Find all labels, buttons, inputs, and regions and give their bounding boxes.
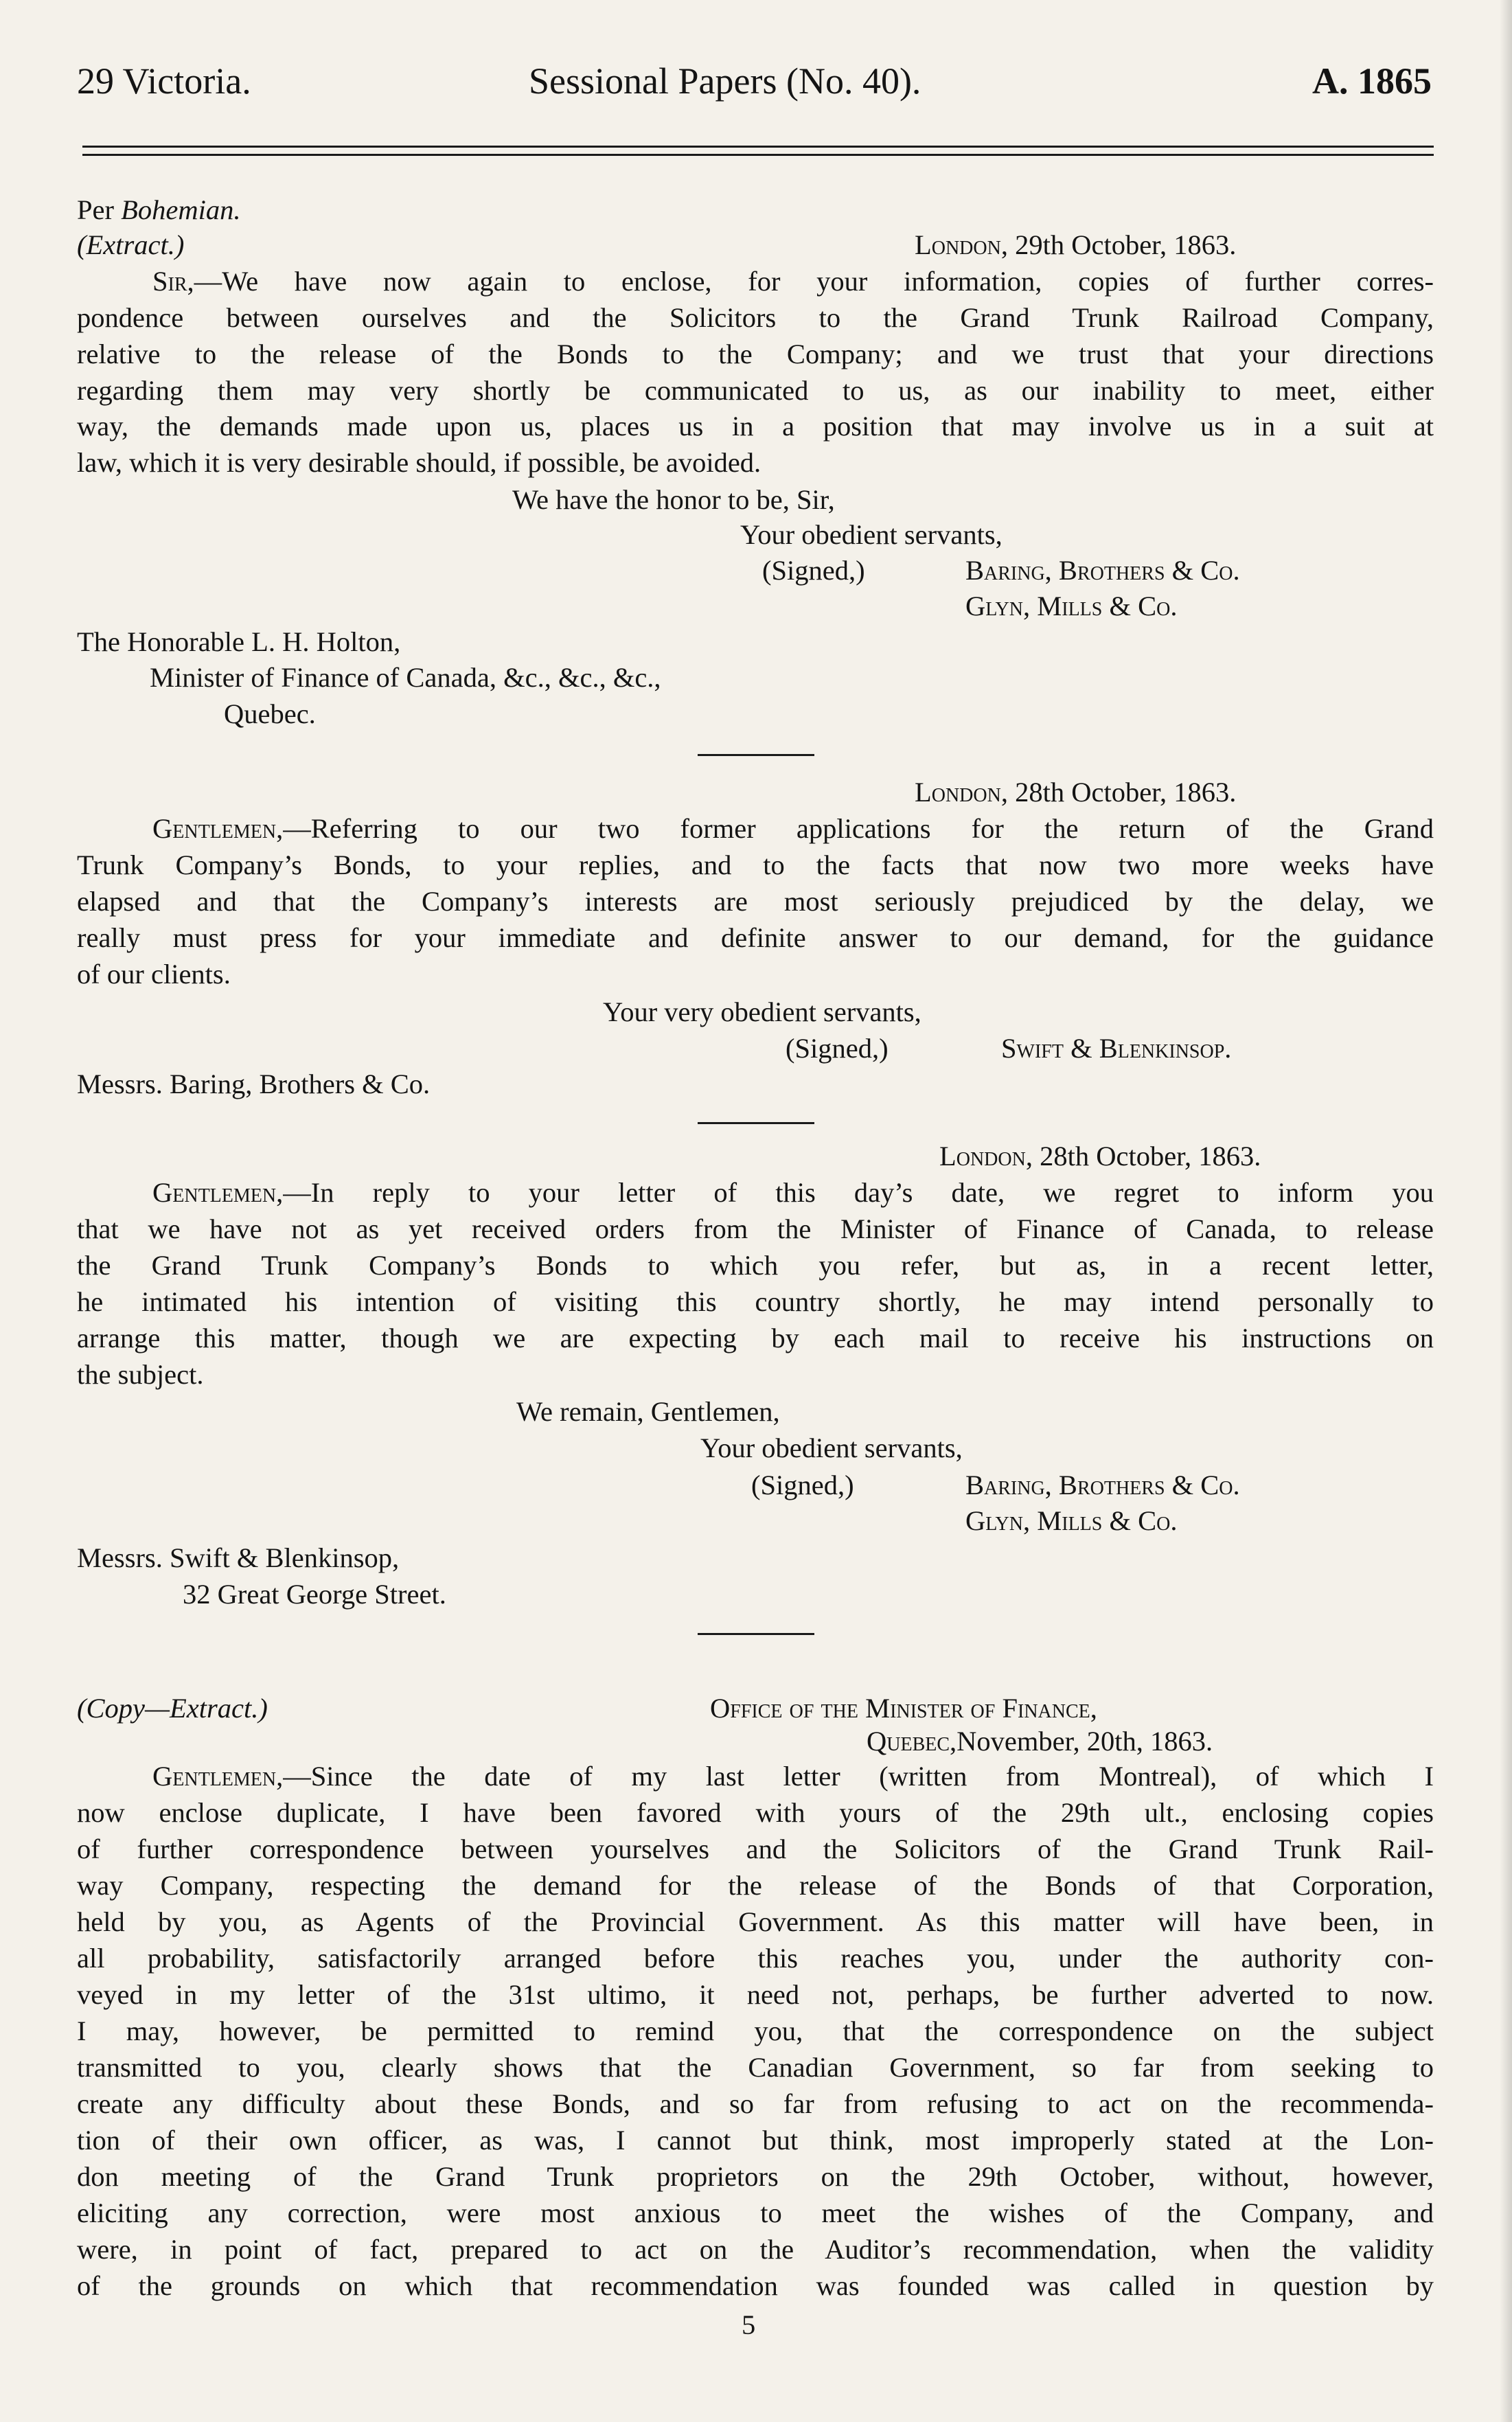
letter-body-line: of further correspondence between yourselves and the Solicitors of the Grand Trunk Rail- [77, 1833, 1434, 1864]
signed-label: (Signed,) [786, 1033, 889, 1064]
addressee-line: 32 Great George Street. [183, 1579, 446, 1610]
letter-closing: We have the honor to be, Sir, [512, 484, 835, 515]
addressee-line: Messrs. Swift & Blenkinsop, [77, 1542, 400, 1573]
letter-dateline: London, 28th October, 1863. [939, 1141, 1261, 1172]
letter-body-line: way Company, respecting the demand for the release of the Bonds of that Corporation, [77, 1870, 1434, 1901]
letter-body-line: eliciting any correction, were most anxious to meet the wishes of the Company, and [77, 2197, 1434, 2228]
letter-body-line: arrange this matter, though we are expecting by each mail to receive his instructions on [77, 1323, 1434, 1353]
letter-body-line: that we have not as yet received orders from the Minister of Finance of Canada, to release [77, 1213, 1434, 1244]
letter-dateline: London, 28th October, 1863. [915, 777, 1237, 808]
letter-body-line: of the grounds on which that recommendation was founded was called in question by [77, 2270, 1434, 2301]
letter-body-line: I may, however, be permitted to remind you, that the correspondence on the subject [77, 2015, 1434, 2046]
header-rule-bottom [82, 154, 1434, 156]
letter-body-line: now enclose duplicate, I have been favored with yours of the 29th ult., enclosing copies [77, 1797, 1434, 1828]
letter-body-line: Gentlemen,—Referring to our two former applications for the return of the Grand [152, 813, 1434, 844]
letter-body-line: transmitted to you, clearly shows that the Canadian Government, so far from seeking to [77, 2052, 1434, 2083]
section-separator [698, 754, 814, 756]
signatory: Glyn, Mills & Co. [965, 591, 1178, 621]
letter-closing: We remain, Gentlemen, [516, 1396, 780, 1427]
letter-closing: Your obedient servants, [700, 1432, 963, 1463]
letter-body-line: Gentlemen,—In reply to your letter of this day’s date, we regret to inform you [152, 1177, 1434, 1208]
letter-body-line: elapsed and that the Company’s interests are most seriously prejudiced by the delay, we [77, 886, 1434, 917]
letter-dateline: London, 29th October, 1863. [915, 229, 1237, 260]
letter-body-line: relative to the release of the Bonds to the Company; and we trust that your directions [77, 339, 1434, 369]
letter-body-line: the Grand Trunk Company’s Bonds to which you refer, but as, in a recent letter, [77, 1250, 1434, 1281]
office-heading: Office of the Minister of Finance, [710, 1693, 1097, 1724]
letter-body-line: of our clients. [77, 959, 231, 990]
letter-body-line: were, in point of fact, prepared to act on the Auditor’s recommendation, when the validity [77, 2234, 1434, 2265]
signatory: Glyn, Mills & Co. [965, 1505, 1178, 1536]
header-year: A. 1865 [1312, 60, 1432, 102]
signed-label: (Signed,) [762, 555, 865, 586]
scan-edge-shadow [1500, 0, 1512, 2422]
signatory: Swift & Blenkinsop. [1001, 1033, 1232, 1064]
letter-body-line: Trunk Company’s Bonds, to your replies, and to the facts that now two more weeks have [77, 849, 1434, 880]
addressee-line: Messrs. Baring, Brothers & Co. [77, 1069, 431, 1099]
letter-body-line: he intimated his intention of visiting this country shortly, he may intend personally to [77, 1286, 1434, 1317]
signatory: Baring, Brothers & Co. [965, 555, 1240, 586]
letter-body-line: pondence between ourselves and the Solicitors to the Grand Trunk Railroad Company, [77, 302, 1434, 333]
letter-dateline: Quebec,November, 20th, 1863. [867, 1726, 1213, 1757]
header-rule-top [82, 146, 1434, 148]
letter-closing: Your very obedient servants, [603, 996, 921, 1027]
extract-marker: (Extract.) [77, 229, 185, 260]
letter-body-line: regarding them may very shortly be communicated to us, as our inability to meet, either [77, 375, 1434, 406]
vessel-note: Per Bohemian. [77, 194, 241, 225]
addressee-line: The Honorable L. H. Holton, [77, 626, 401, 657]
addressee-line: Quebec. [224, 698, 316, 729]
letter-body-line: Sir,—We have now again to enclose, for your information, copies of further corres- [152, 266, 1434, 297]
letter-closing: Your obedient servants, [740, 519, 1003, 550]
section-separator [698, 1122, 814, 1124]
header-volume: 29 Victoria. [77, 60, 251, 102]
letter-body-line: law, which it is very desirable should, if possible, be avoided. [77, 447, 761, 478]
letter-body-line: Gentlemen,—Since the date of my last letter (written from Montreal), of which I [152, 1761, 1434, 1792]
letter-body-line: create any difficulty about these Bonds, and so far from refusing to act on the recommenda- [77, 2088, 1434, 2119]
letter-body-line: the subject. [77, 1359, 204, 1390]
letter-body-line: tion of their own officer, as was, I cannot but think, most improperly stated at the Lon- [77, 2125, 1434, 2156]
letter-body-line: don meeting of the Grand Trunk proprietors on the 29th October, without, however, [77, 2161, 1434, 2192]
letter-body-line: veyed in my letter of the 31st ultimo, it need not, perhaps, be further adverted to now. [77, 1979, 1434, 2010]
extract-marker: (Copy—Extract.) [77, 1693, 268, 1724]
letter-body-line: way, the demands made upon us, places us in a position that may involve us in a suit at [77, 411, 1434, 442]
letter-body-line: held by you, as Agents of the Provincial Government. As this matter will have been, in [77, 1906, 1434, 1937]
section-separator [698, 1633, 814, 1635]
letter-body-line: all probability, satisfactorily arranged before this reaches you, under the authority con- [77, 1943, 1434, 1974]
signed-label: (Signed,) [751, 1470, 854, 1500]
signatory: Baring, Brothers & Co. [965, 1470, 1240, 1500]
letter-body-line: really must press for your immediate and definite answer to our demand, for the guidance [77, 922, 1434, 953]
header-title: Sessional Papers (No. 40). [529, 60, 921, 102]
addressee-line: Minister of Finance of Canada, &c., &c., &c., [150, 662, 661, 693]
page-number: 5 [742, 2309, 756, 2340]
